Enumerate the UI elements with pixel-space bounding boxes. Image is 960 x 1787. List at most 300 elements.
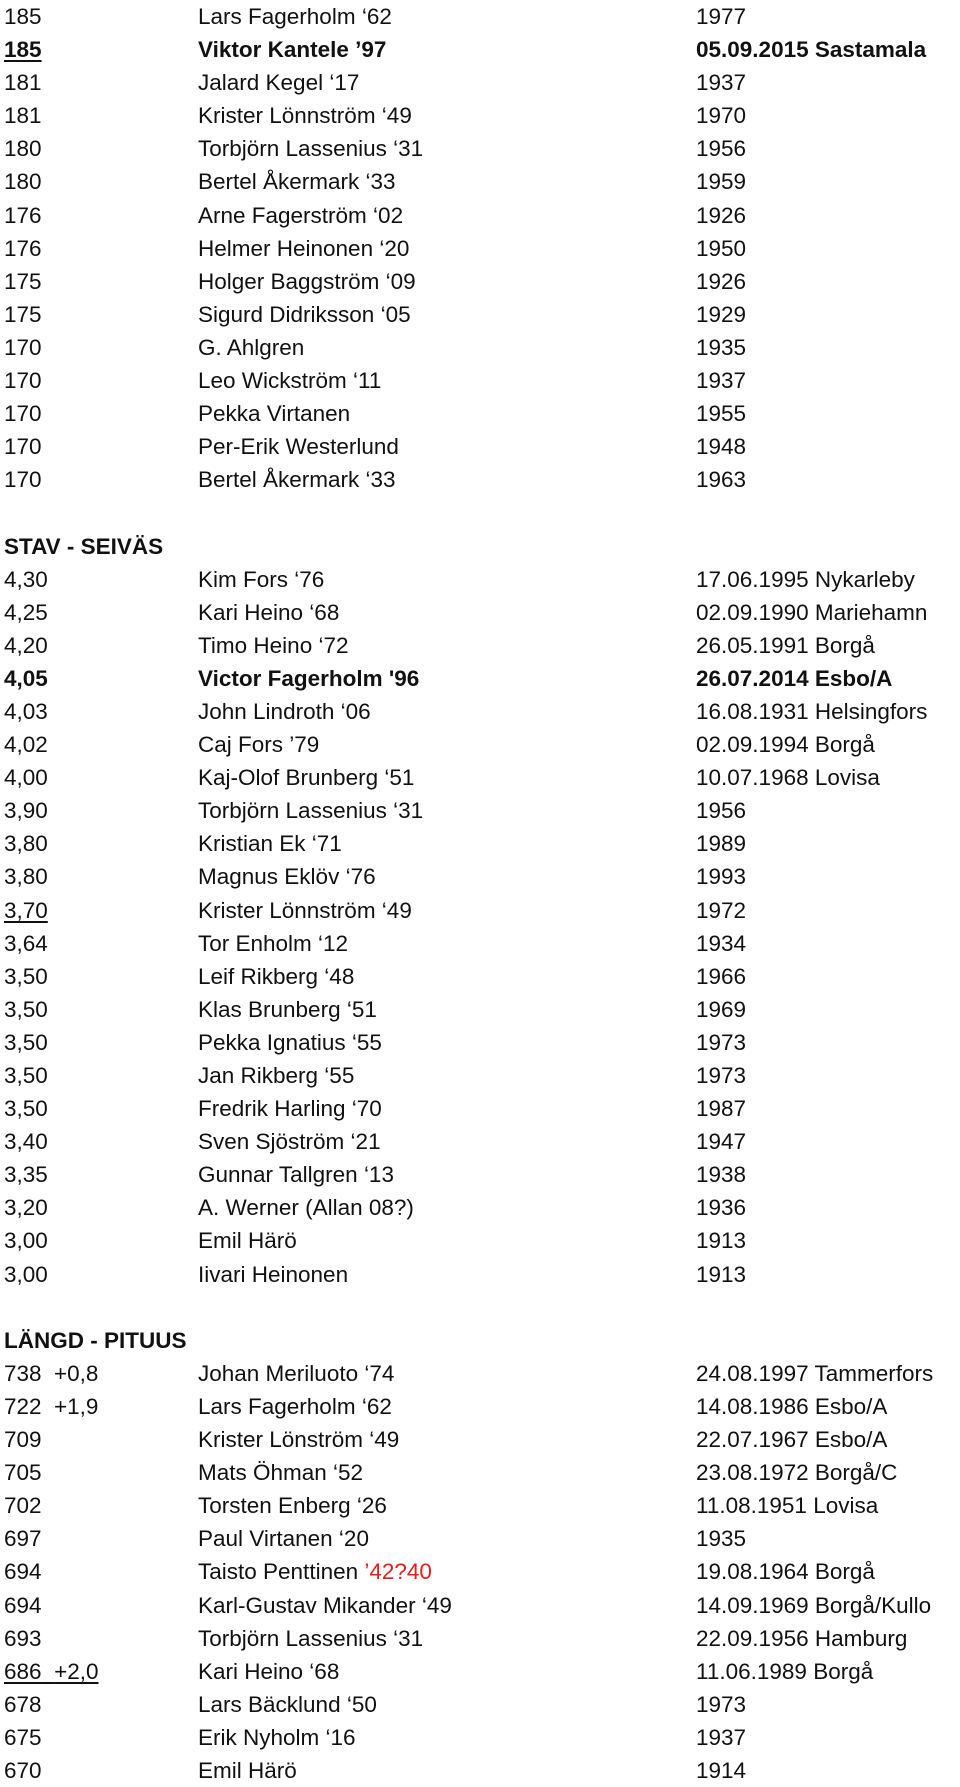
- result-date-place: 16.08.1931 Helsingfors: [696, 698, 928, 724]
- athlete-name: Kari Heino ‘68: [198, 1658, 340, 1684]
- result-row: [0, 1688, 960, 1721]
- result-date-place: 1950: [696, 235, 747, 261]
- athlete-name: Victor Fagerholm '96: [198, 665, 420, 691]
- result-date-place: 1926: [696, 268, 747, 294]
- result-mark-cell: [4, 728, 48, 761]
- result-row: [0, 1357, 960, 1390]
- result-date-place: 1935: [696, 1526, 747, 1552]
- section-heading-text: STAV - SEIVÄS: [4, 533, 164, 559]
- result-row: [0, 463, 960, 496]
- athlete-name-cell: [198, 1489, 387, 1522]
- athlete-name: Sigurd Didriksson ‘05: [198, 301, 411, 327]
- athlete-name-cell: [198, 960, 354, 993]
- athlete-name-cell: [198, 0, 392, 33]
- result-date-place: 02.09.1990 Mariehamn: [696, 599, 928, 625]
- result-date-place: 1937: [696, 70, 747, 96]
- result-row: [0, 1456, 960, 1489]
- result-mark-cell: [4, 1456, 42, 1489]
- athlete-name: Pekka Virtanen: [198, 401, 351, 427]
- athlete-name-cell: [198, 761, 414, 794]
- result-mark: 3,80: [4, 831, 48, 857]
- result-mark: 3,50: [4, 963, 48, 989]
- result-mark: 170: [4, 334, 42, 360]
- athlete-name: Lars Fagerholm ‘62: [198, 4, 392, 29]
- athlete-name: Taisto Penttinen: [198, 1559, 365, 1585]
- result-date-place: 1936: [696, 1195, 747, 1221]
- result-mark-cell: [4, 232, 42, 265]
- result-mark: 180: [4, 169, 42, 195]
- result-row: [0, 596, 960, 629]
- result-date-place: 1977: [696, 4, 747, 29]
- result-mark-cell: [4, 927, 48, 960]
- result-row: [0, 1423, 960, 1456]
- result-mark: 3,64: [4, 930, 48, 956]
- result-date-place: 22.09.1956 Hamburg: [696, 1625, 908, 1651]
- athlete-name: Johan Meriluoto ‘74: [198, 1360, 395, 1386]
- athlete-name: Torbjörn Lassenius ‘31: [198, 1625, 424, 1651]
- result-row: [0, 132, 960, 165]
- athlete-name-cell: [198, 397, 350, 430]
- result-mark: 176: [4, 202, 42, 228]
- result-mark-cell: [4, 894, 48, 927]
- result-mark: 3,90: [4, 798, 48, 824]
- result-mark-cell: [4, 1555, 42, 1588]
- athlete-name-cell: [198, 1224, 297, 1257]
- athlete-name-cell: [198, 563, 324, 596]
- athlete-name-cell: [198, 1589, 452, 1622]
- result-date-place: 26.07.2014 Esbo/A: [696, 665, 893, 691]
- result-date-place: 1973: [696, 1063, 747, 1088]
- athlete-name-cell: [198, 265, 416, 298]
- athlete-name: John Lindroth ‘06: [198, 698, 371, 724]
- athlete-name-cell: [198, 629, 348, 662]
- athlete-name: Leo Wickström ‘11: [198, 368, 382, 394]
- result-row: [0, 1522, 960, 1555]
- result-row: [0, 1258, 960, 1291]
- result-mark: 4,30: [4, 566, 48, 592]
- result-mark: 3,50: [4, 996, 48, 1022]
- result-mark: 3,50: [4, 1063, 48, 1088]
- result-mark-cell: [4, 993, 48, 1026]
- athlete-name-cell: [198, 1754, 297, 1787]
- result-mark-cell: [4, 66, 42, 99]
- result-row: [0, 827, 960, 860]
- athlete-name-cell: [198, 1092, 382, 1125]
- result-mark-cell: [4, 0, 42, 33]
- result-row: [0, 364, 960, 397]
- result-date-place: 1969: [696, 996, 747, 1022]
- result-date-place: 1929: [696, 301, 747, 327]
- result-date-place: 19.08.1964 Borgå: [696, 1559, 875, 1585]
- result-row: [0, 629, 960, 662]
- result-row: [0, 960, 960, 993]
- result-row: [0, 1026, 960, 1059]
- result-row: [0, 1721, 960, 1754]
- athlete-name-cell: [198, 1158, 394, 1191]
- result-mark-cell: [4, 430, 42, 463]
- result-date-place: 24.08.1997 Tammerfors: [696, 1360, 934, 1386]
- result-mark-cell: [4, 629, 48, 662]
- result-mark: 170: [4, 467, 42, 493]
- result-mark: 176: [4, 235, 42, 261]
- result-mark: 702: [4, 1493, 42, 1519]
- athlete-name-cell: [198, 33, 386, 66]
- athlete-name: Arne Fagerström ‘02: [198, 202, 404, 228]
- result-date-place: 1970: [696, 103, 747, 129]
- result-date-place: 02.09.1994 Borgå: [696, 732, 875, 758]
- athlete-name-cell: [198, 463, 396, 496]
- athlete-name-cell: [198, 1423, 399, 1456]
- result-row: [0, 0, 960, 33]
- athlete-name-cell: [198, 1555, 432, 1588]
- wind-reading: +1,9: [54, 1393, 99, 1419]
- result-mark: 3,00: [4, 1261, 48, 1287]
- result-row: [0, 1589, 960, 1622]
- result-mark-cell: [4, 794, 48, 827]
- section-heading: [0, 530, 960, 563]
- result-mark-cell: [4, 33, 42, 66]
- result-mark: 722: [4, 1393, 42, 1419]
- result-mark-cell: [4, 860, 48, 893]
- result-date-place: 1973: [696, 1029, 747, 1055]
- result-date-place: 05.09.2015 Sastamala: [696, 37, 927, 63]
- section-heading: [0, 1324, 960, 1357]
- athlete-name: Mats Öhman ‘52: [198, 1460, 364, 1486]
- athlete-name-cell: [198, 298, 411, 331]
- athlete-name: Krister Lönnström ‘49: [198, 897, 412, 923]
- result-date-place: 11.06.1989 Borgå: [696, 1658, 874, 1684]
- blank-line: [0, 1291, 960, 1324]
- result-row: [0, 1489, 960, 1522]
- athlete-name: Karl-Gustav Mikander ‘49: [198, 1592, 452, 1618]
- result-mark: 694: [4, 1559, 42, 1585]
- athlete-name: Kari Heino ‘68: [198, 599, 340, 625]
- result-date-place: 1926: [696, 202, 747, 228]
- athlete-name: Holger Baggström ‘09: [198, 268, 416, 294]
- athlete-name: Iivari Heinonen: [198, 1261, 349, 1287]
- result-row: [0, 199, 960, 232]
- result-mark-cell: [4, 1589, 42, 1622]
- result-mark: 175: [4, 301, 42, 327]
- result-row: [0, 1555, 960, 1588]
- athlete-name-cell: [198, 1258, 348, 1291]
- athlete-name-cell: [198, 232, 409, 265]
- mark-gap: [42, 1659, 55, 1684]
- result-row: [0, 993, 960, 1026]
- athlete-name-cell: [198, 430, 399, 463]
- athlete-name-cell: [198, 1456, 363, 1489]
- result-date-place: 10.07.1968 Lovisa: [696, 765, 880, 791]
- result-mark-cell: [4, 199, 42, 232]
- athlete-name: Per-Erik Westerlund: [198, 434, 399, 460]
- athlete-name: Kim Fors ‘76: [198, 566, 325, 592]
- result-row: [0, 1390, 960, 1423]
- result-mark: 3,00: [4, 1228, 48, 1254]
- athlete-name: Torsten Enberg ‘26: [198, 1493, 387, 1519]
- result-date-place: 1955: [696, 401, 747, 427]
- athlete-name-cell: [198, 1357, 394, 1390]
- result-row: [0, 1655, 960, 1688]
- result-mark-cell: [4, 1158, 48, 1191]
- athlete-name: Erik Nyholm ‘16: [198, 1724, 356, 1750]
- athlete-name: Torbjörn Lassenius ‘31: [198, 798, 424, 824]
- result-mark-cell: [4, 132, 42, 165]
- athlete-name-cell: [198, 66, 359, 99]
- result-mark-cell: [4, 1489, 42, 1522]
- result-mark: 4,05: [4, 665, 48, 691]
- result-date-place: 1948: [696, 434, 747, 460]
- result-mark-cell: [4, 960, 48, 993]
- result-mark-cell: [4, 1655, 98, 1688]
- result-row: [0, 761, 960, 794]
- result-row: [0, 1158, 960, 1191]
- result-date-place: 1966: [696, 963, 747, 989]
- athlete-name-cell: [198, 927, 348, 960]
- result-date-place: 14.09.1969 Borgå/Kullo: [696, 1592, 932, 1618]
- athlete-name: Torbjörn Lassenius ‘31: [198, 136, 424, 162]
- result-mark-cell: [4, 1191, 48, 1224]
- athlete-name: G. Ahlgren: [198, 334, 305, 360]
- result-mark: 697: [4, 1526, 42, 1552]
- athlete-name: Emil Härö: [198, 1757, 297, 1783]
- athlete-name: Emil Härö: [198, 1228, 297, 1254]
- athlete-name: Sven Sjöström ‘21: [198, 1129, 381, 1155]
- result-mark: 4,20: [4, 632, 48, 658]
- result-mark: 670: [4, 1757, 42, 1783]
- result-mark: 3,40: [4, 1129, 48, 1155]
- athlete-name-cell: [198, 331, 304, 364]
- result-row: [0, 66, 960, 99]
- result-mark-cell: [4, 662, 48, 695]
- result-mark: 3,80: [4, 864, 48, 890]
- result-mark-cell: [4, 364, 42, 397]
- result-mark: 180: [4, 136, 42, 162]
- athlete-name-cell: [198, 1688, 377, 1721]
- result-row: [0, 927, 960, 960]
- result-row: [0, 1059, 960, 1092]
- result-mark: 4,03: [4, 698, 48, 724]
- result-date-place: 1947: [696, 1129, 747, 1155]
- athlete-name-cell: [198, 993, 377, 1026]
- result-mark: 693: [4, 1625, 42, 1651]
- result-row: [0, 1622, 960, 1655]
- result-date-place: 1937: [696, 368, 747, 394]
- result-mark-cell: [4, 761, 48, 794]
- athlete-name-cell: [198, 794, 423, 827]
- athlete-name: Paul Virtanen ‘20: [198, 1526, 369, 1552]
- athlete-name: Magnus Eklöv ‘76: [198, 864, 376, 890]
- result-row: [0, 33, 960, 66]
- result-mark-cell: [4, 596, 48, 629]
- result-row: [0, 1092, 960, 1125]
- athlete-name: Timo Heino ‘72: [198, 632, 349, 658]
- result-mark: 4,02: [4, 732, 48, 758]
- result-row: [0, 1125, 960, 1158]
- result-date-place: 1937: [696, 1724, 747, 1750]
- result-row: [0, 860, 960, 893]
- result-mark: 3,50: [4, 1029, 48, 1055]
- athlete-name: Krister Lönström ‘49: [198, 1427, 400, 1453]
- athlete-name-cell: [198, 695, 371, 728]
- result-row: [0, 1191, 960, 1224]
- result-mark: 185: [4, 4, 42, 29]
- result-mark: 4,00: [4, 765, 48, 791]
- athlete-name: Lars Fagerholm ‘62: [198, 1393, 392, 1419]
- athlete-name: A. Werner (Allan 08?): [198, 1195, 414, 1221]
- result-mark-cell: [4, 1258, 48, 1291]
- athlete-name: Krister Lönnström ‘49: [198, 103, 412, 129]
- result-date-place: 1914: [696, 1757, 747, 1783]
- result-row: [0, 695, 960, 728]
- result-mark: 170: [4, 434, 42, 460]
- result-date-place: 23.08.1972 Borgå/C: [696, 1460, 898, 1486]
- result-row: [0, 894, 960, 927]
- result-mark: 170: [4, 401, 42, 427]
- athlete-name-cell: [198, 199, 403, 232]
- result-mark: 705: [4, 1460, 42, 1486]
- athlete-name-cell: [198, 132, 423, 165]
- result-date-place: 1987: [696, 1096, 747, 1122]
- athlete-name: Caj Fors ’79: [198, 732, 320, 758]
- athlete-name: Jan Rikberg ‘55: [198, 1063, 355, 1088]
- result-mark-cell: [4, 1026, 48, 1059]
- result-mark-cell: [4, 331, 42, 364]
- result-date-place: 1956: [696, 798, 747, 824]
- result-mark-cell: [4, 397, 42, 430]
- result-mark-cell: [4, 695, 48, 728]
- result-date-place: 17.06.1995 Nykarleby: [696, 566, 915, 592]
- result-mark-cell: [4, 463, 42, 496]
- result-date-place: 1935: [696, 334, 747, 360]
- athlete-name-cell: [198, 894, 412, 927]
- result-date-place: 1913: [696, 1261, 747, 1287]
- athlete-name-cell: [198, 1655, 339, 1688]
- athlete-name: Jalard Kegel ‘17: [198, 70, 360, 96]
- athlete-name: Helmer Heinonen ‘20: [198, 235, 410, 261]
- athlete-name-cell: [198, 1721, 356, 1754]
- result-date-place: 1913: [696, 1228, 747, 1254]
- section-heading-text: LÄNGD - PITUUS: [4, 1327, 187, 1353]
- athlete-name-cell: [198, 1522, 369, 1555]
- athlete-name-cell: [198, 596, 339, 629]
- result-row: [0, 1224, 960, 1257]
- result-date-place: 26.05.1991 Borgå: [696, 632, 875, 658]
- result-date-place: 1973: [696, 1691, 747, 1717]
- athlete-name-cell: [198, 1125, 381, 1158]
- athlete-name: Klas Brunberg ‘51: [198, 996, 377, 1022]
- athlete-name: Lars Bäcklund ‘50: [198, 1691, 377, 1717]
- result-mark-cell: [4, 298, 42, 331]
- athlete-name-cell: [198, 1059, 354, 1092]
- result-mark: 175: [4, 268, 42, 294]
- result-mark-cell: [4, 1423, 42, 1456]
- wind-reading: +0,8: [54, 1360, 99, 1386]
- result-mark-cell: [4, 265, 42, 298]
- result-mark-cell: [4, 563, 48, 596]
- result-mark-cell: [4, 1125, 48, 1158]
- athlete-name: Viktor Kantele ’97: [198, 37, 387, 63]
- result-mark: 181: [4, 70, 42, 96]
- result-mark-cell: [4, 99, 42, 132]
- athlete-name: Leif Rikberg ‘48: [198, 963, 355, 989]
- athlete-name-cell: [198, 1026, 382, 1059]
- result-date-place: 1963: [696, 467, 747, 493]
- result-row: [0, 232, 960, 265]
- athlete-name: Bertel Åkermark ‘33: [198, 467, 396, 493]
- result-mark: 181: [4, 103, 42, 129]
- result-row: [0, 794, 960, 827]
- athlete-name-cell: [198, 364, 381, 397]
- result-row: [0, 728, 960, 761]
- athlete-name: Fredrik Harling ‘70: [198, 1096, 382, 1122]
- result-row: [0, 397, 960, 430]
- athlete-name: Bertel Åkermark ‘33: [198, 169, 396, 195]
- athlete-name-cell: [198, 728, 319, 761]
- result-mark: 3,50: [4, 1096, 48, 1122]
- result-mark: 678: [4, 1691, 42, 1717]
- blank-line: [0, 496, 960, 529]
- result-date-place: 1989: [696, 831, 747, 857]
- result-row: [0, 265, 960, 298]
- athlete-name: Tor Enholm ‘12: [198, 930, 349, 956]
- athlete-name-cell: [198, 860, 376, 893]
- athlete-name: Gunnar Tallgren ‘13: [198, 1162, 394, 1188]
- result-mark: 709: [4, 1427, 42, 1453]
- result-row: [0, 662, 960, 695]
- result-mark: 170: [4, 368, 42, 394]
- result-mark: 738: [4, 1360, 42, 1386]
- result-mark-cell: [4, 165, 42, 198]
- wind-reading: +2,0: [54, 1658, 99, 1684]
- result-mark: 675: [4, 1724, 42, 1750]
- result-mark-cell: [4, 1357, 42, 1390]
- athlete-name-cell: [198, 1191, 414, 1224]
- result-mark-cell: [4, 1721, 42, 1754]
- athlete-name-cell: [198, 827, 342, 860]
- result-mark-cell: [4, 1688, 42, 1721]
- result-row: [0, 99, 960, 132]
- result-mark-cell: [4, 827, 48, 860]
- result-mark-cell: [4, 1390, 42, 1423]
- result-mark: 3,20: [4, 1195, 48, 1221]
- athlete-name-cell: [198, 662, 419, 695]
- result-date-place: 22.07.1967 Esbo/A: [696, 1427, 888, 1453]
- athlete-name: Kristian Ek ‘71: [198, 831, 342, 857]
- result-date-place: 1993: [696, 864, 747, 890]
- result-date-place: 1959: [696, 169, 747, 195]
- athlete-name-cell: [198, 99, 412, 132]
- result-row: [0, 1754, 960, 1787]
- result-mark: 3,70: [4, 897, 48, 923]
- result-date-place: 1938: [696, 1162, 747, 1188]
- result-row: [0, 563, 960, 596]
- result-row: [0, 298, 960, 331]
- result-row: [0, 430, 960, 463]
- result-mark-cell: [4, 1622, 42, 1655]
- athlete-name: Pekka Ignatius ‘55: [198, 1029, 382, 1055]
- athlete-name-cell: [198, 165, 396, 198]
- result-mark: 686: [4, 1658, 42, 1684]
- result-date-place: 1972: [696, 897, 747, 923]
- result-mark-cell: [4, 1754, 42, 1787]
- result-date-place: 14.08.1986 Esbo/A: [696, 1393, 888, 1419]
- result-mark-cell: [4, 1522, 42, 1555]
- result-mark-cell: [4, 1224, 48, 1257]
- athlete-year-note: ’42?40: [364, 1559, 432, 1585]
- athlete-name: Kaj-Olof Brunberg ‘51: [198, 765, 415, 791]
- result-mark-cell: [4, 1092, 48, 1125]
- result-mark: 185: [4, 37, 42, 63]
